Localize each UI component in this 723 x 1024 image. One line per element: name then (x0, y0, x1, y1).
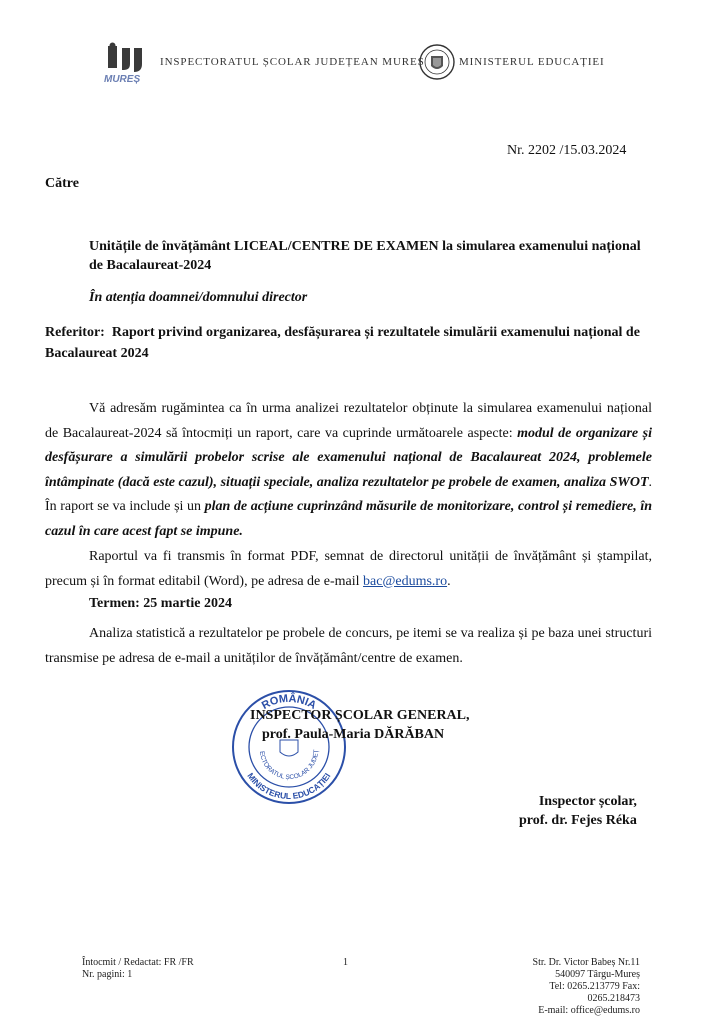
footer-address-1: Str. Dr. Victor Babeș Nr.11 (532, 957, 640, 968)
paragraph-2 (45, 545, 652, 594)
paragraph-1-intro: Vă adresăm rugămintea ca în urma analizei rezultatelor obținute la simularea examenului național de Bacalaureat-2024 să întocmiți un raport, care va cuprinde următoarele aspecte: (45, 401, 652, 441)
signature-school-inspector (519, 792, 637, 830)
paragraph-3-text: Analiza statistică a rezultatelor pe probele de concurs, pe itemi se va realiza și pe baza unei structuri transmise pe adresa de e-mail a unităților de învățământ/centre de examen. (45, 626, 652, 666)
ministry-name: MINISTERUL EDUCAȚIEI (459, 56, 605, 68)
attention-line: În atenția doamnei/domnului director (89, 290, 308, 305)
svg-text:MINISTERUL EDUCAȚIEI: MINISTERUL EDUCAȚIEI (245, 770, 333, 802)
svg-text:MUREȘ: MUREȘ (104, 74, 141, 85)
footer-contact (500, 957, 640, 1017)
svg-text:ROMÂNIA: ROMÂNIA (259, 692, 319, 712)
government-emblem (418, 42, 456, 82)
reference-label: Referitor: (45, 325, 105, 340)
footer-drafting-info (82, 957, 194, 981)
addressee-heading: Către (45, 176, 79, 191)
page-number: 1 (343, 957, 348, 968)
footer-address-2: 540097 Târgu-Mureș (555, 969, 640, 980)
general-inspector-title: INSPECTOR ȘCOLAR GENERAL, (250, 708, 470, 723)
recipient: Unitățile de învățământ LICEAL/CENTRE DE EXAMEN la simularea examenului național de Bacalaureat-2024 (89, 239, 641, 273)
email-link[interactable]: bac@edums.ro (363, 573, 448, 589)
paragraph-1-aspects: modul de organizare și desfășurare a simulării probelor scrise ale examenului național de Bacalaureat 2024, problemele întâmpinate (dacă este cazul), situații speciale, analiza rezultatelor pe probele de examen, analiza SWOT (45, 425, 652, 490)
school-inspector-title: Inspector școlar, (538, 794, 637, 809)
reference-line (45, 322, 650, 364)
paragraph-2-text: Raportul va fi transmis în format PDF, semnat de directorul unității de învățământ și ștampilat, precum și în format editabil (Word), pe adresa de e-mail (45, 549, 652, 589)
footer-phone: Tel: 0265.213779 Fax: 0265.218473 (549, 981, 640, 1004)
paragraph-3 (45, 622, 652, 671)
reference-text: Raport privind organizarea, desfășurarea și rezultatele simulării examenului național de Bacalaureat 2024 (45, 325, 640, 361)
general-inspector-name: prof. Paula-Maria DĂRĂBAN (262, 727, 445, 742)
isj-name: INSPECTORATUL ȘCOLAR JUDEȚEAN MUREȘ (160, 56, 425, 68)
paragraph-1-plan: plan de acțiune cuprinzând măsurile de monitorizare, control și remediere, în cazul în care acest fapt se impune. (45, 499, 653, 539)
svg-text:INSPECTORATUL ȘCOLAR JUDEȚEAN: ECTORATUL ȘCOLAR JUDEȚ (257, 749, 321, 782)
isj-logo (104, 42, 156, 86)
school-inspector-name: prof. dr. Fejes Réka (519, 813, 637, 828)
paragraph-2-end: . (447, 573, 451, 589)
footer-email: E-mail: office@edums.ro (538, 1005, 640, 1016)
deadline: Termen: 25 martie 2024 (89, 596, 232, 611)
footer-pages: Nr. pagini: 1 (82, 969, 133, 980)
paragraph-1-mid: . În raport se va include și un (45, 474, 652, 514)
footer-drafted: Întocmit / Redactat: FR /FR (82, 957, 194, 968)
registration-number: Nr. 2202 /15.03.2024 (507, 143, 627, 158)
signature-general-inspector (250, 706, 470, 744)
paragraph-1 (45, 397, 652, 544)
